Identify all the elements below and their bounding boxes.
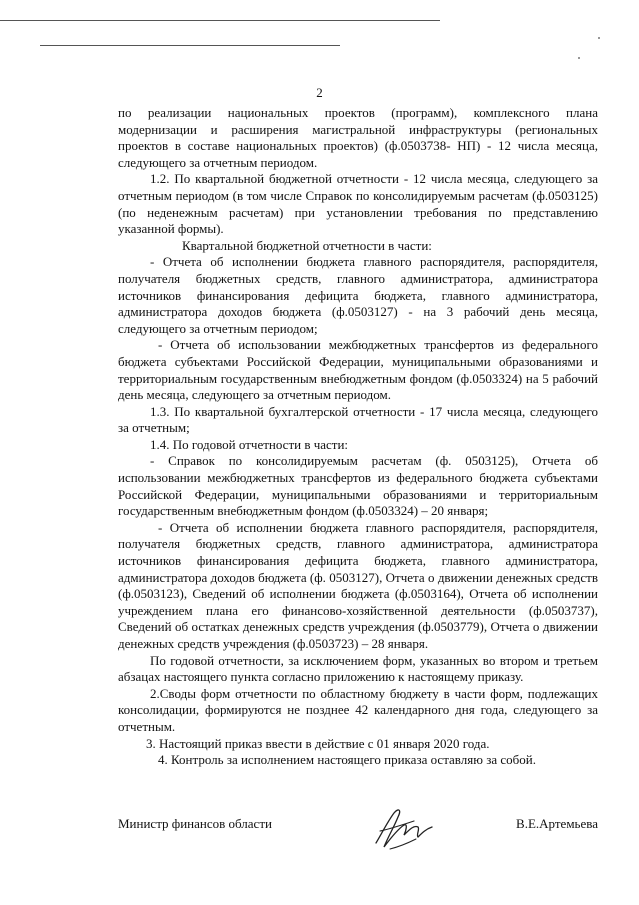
paragraph-item-4: 4. Контроль за исполнением настоящего приказа оставляю за собой. xyxy=(158,752,536,768)
paragraph-item-2: 2.Своды форм отчетности по областному бюджету в части форм, подлежащих консолидации, формируются не позднее 42 календарного дня года, следующего за отчетным. xyxy=(118,685,598,734)
paragraph-1-3: 1.3. По квартальной бухгалтерской отчетности - 17 числа месяца, следующего за отчетным; xyxy=(118,403,598,436)
document-body xyxy=(118,105,598,769)
paragraph-report-0503127: - Отчета об исполнении бюджета главного распорядителя, распорядителя, получателя бюджетных средств, главного администратора, администратора источников финансирования дефицита бюджета, главного администратора, администратора доходов бюджета (ф.0503127) - на 3 рабочий день месяца, следующего за отчетным периодом; xyxy=(118,254,598,336)
scan-speck xyxy=(578,57,580,59)
signatory-title: Министр финансов области xyxy=(118,816,272,831)
paragraph-quarterly-heading: Квартальной бюджетной отчетности в части: xyxy=(182,237,432,253)
signatory-name: В.Е.Артемьева xyxy=(516,816,598,831)
paragraph-national-projects: по реализации национальных проектов (программ), комплексного плана модернизации и расширения магистральной инфраструктуры (региональных проектов в составе национальных проектов) (ф.0503738- НП) - 12 числа месяца, следующего за отчетным периодом. xyxy=(118,105,598,170)
scan-speck xyxy=(598,37,600,39)
paragraph-1-4: 1.4. По годовой отчетности в части: xyxy=(150,436,349,452)
signature-block xyxy=(118,803,598,863)
handwritten-signature xyxy=(368,803,438,855)
paragraph-annual-exceptions: По годовой отчетности, за исключением форм, указанных во втором и третьем абзацах настоящего пункта согласно приложению к настоящему приказу. xyxy=(118,652,598,685)
scan-line-second xyxy=(40,45,340,46)
scan-line-top xyxy=(0,20,440,21)
paragraph-1-2: 1.2. По квартальной бюджетной отчетности - 12 числа месяца, следующего за отчетным периодом (в том числе Справок по консолидируемым расчетам (ф.0503125) (по неденежным расчетам) при установлении требования по представлению указанной формы). xyxy=(118,171,598,237)
page-number: 2 xyxy=(316,85,323,100)
paragraph-report-0503324: - Отчета об использовании межбюджетных трансфертов из федерального бюджета субъектами Российской Федерации, муниципальными образованиями и территориальным государственным внебюджетным фондом (ф.0503324) на 5 рабочий день месяца, следующего за отчетным периодом. xyxy=(118,337,598,403)
paragraph-annual-execution: - Отчета об исполнении бюджета главного распорядителя, распорядителя, получателя бюджетных средств, главного администратора, администратора источников финансирования дефицита бюджета, главного администратора, администратора доходов бюджета (ф. 0503127), Отчета о движении денежных средств (ф.0503123), Сведений об исполнении бюджета (ф.0503164), Отчета об исполнении учреждением плана его финансово-хозяйственной деятельности (ф.0503737), Сведений об остатках денежных средств учреждения (ф.0503779), Отчета о движении денежных средств учреждения (ф.0503723) – 28 января. xyxy=(118,519,598,651)
paragraph-item-3: 3. Настоящий приказ ввести в действие с 01 января 2020 года. xyxy=(146,735,490,751)
paragraph-annual-consolidated: - Справок по консолидируемым расчетам (ф. 0503125), Отчета об использовании межбюджетных трансфертов из федерального бюджета субъектами Российской Федерации, муниципальными образованиями и территориальным государственным внебюджетным фондом (ф.0503324) – 20 января; xyxy=(118,453,598,519)
